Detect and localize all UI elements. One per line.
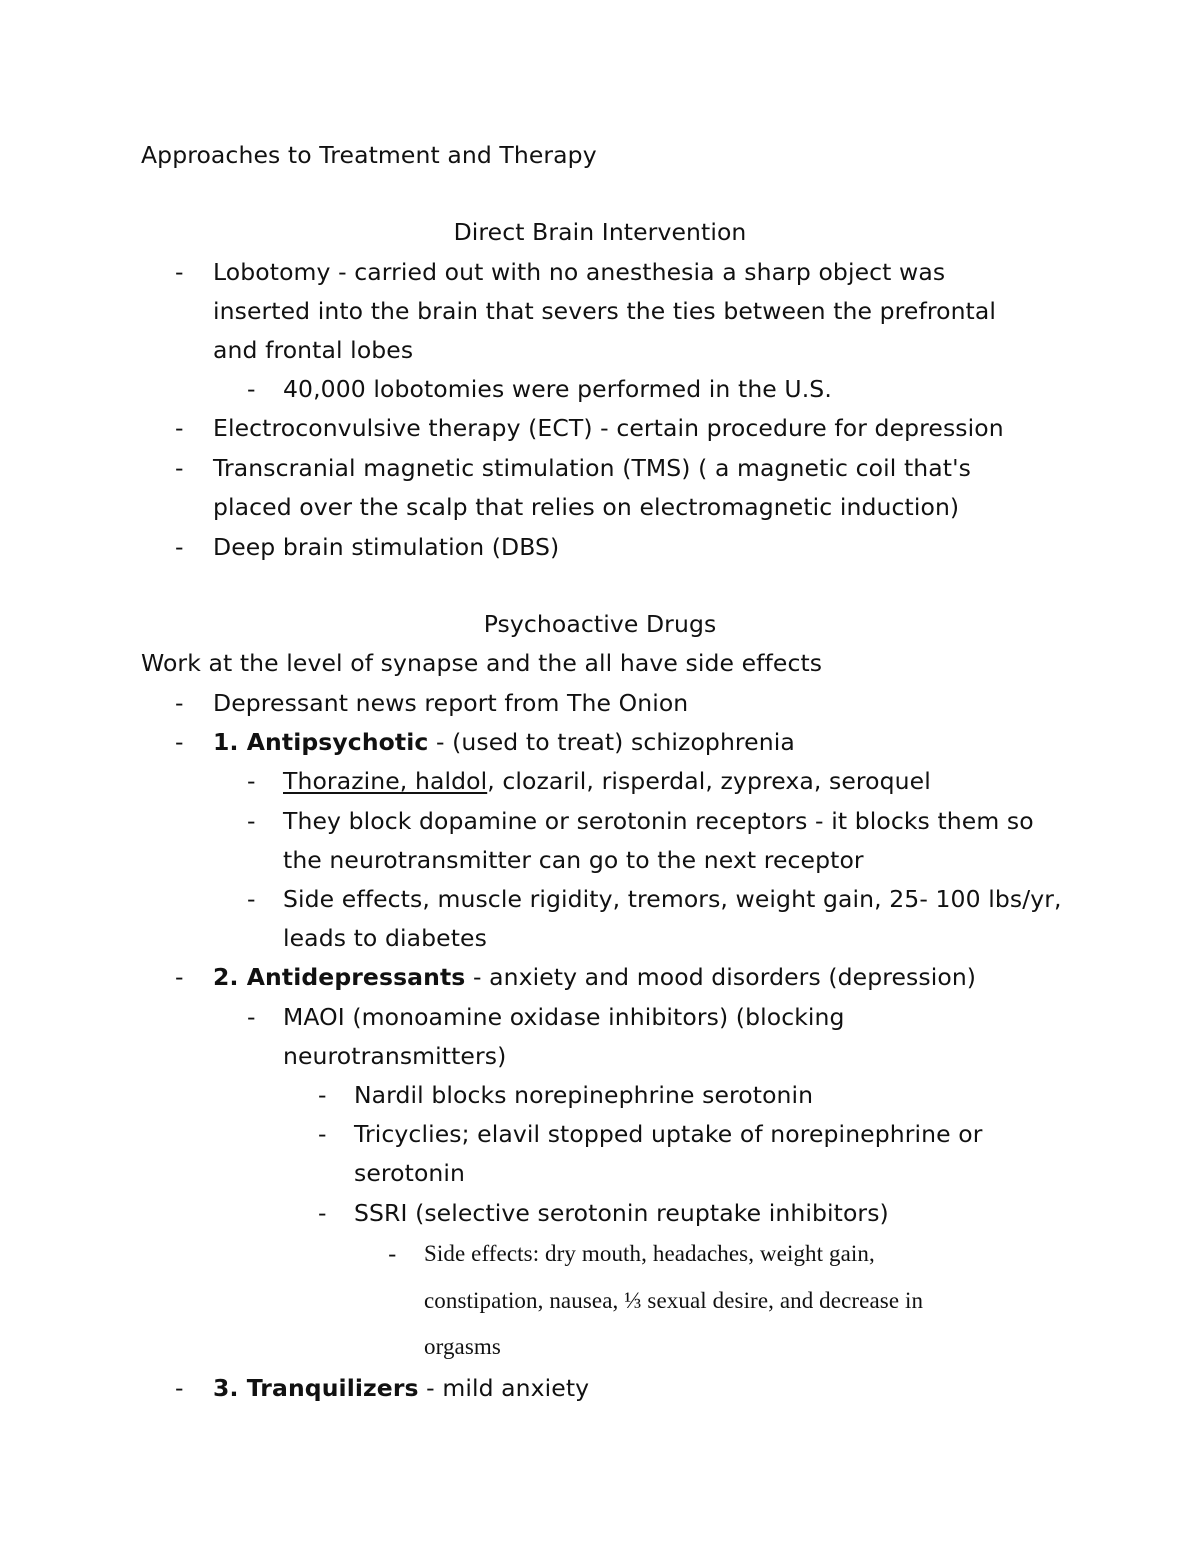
list-item-antipsychotic-block-cont: the neurotransmitter can go to the next receptor	[283, 846, 864, 874]
list-item-maoi: MAOI (monoamine oxidase inhibitors) (blocking	[283, 1003, 845, 1031]
list-item-ssri: SSRI (selective serotonin reuptake inhibitors)	[354, 1199, 889, 1227]
bullet-dash: -	[175, 258, 184, 286]
list-item-antidepressants	[213, 962, 976, 992]
antipsychotic-desc: - (used to treat) schizophrenia	[428, 728, 795, 756]
list-item-lobotomy-count: 40,000 lobotomies were performed in the U.S.	[283, 375, 832, 403]
bullet-dash: -	[175, 963, 184, 991]
list-item-ssri-side-cont: constipation, nausea, ⅓ sexual desire, and decrease in	[424, 1288, 924, 1313]
antipsychotic-label: 1. Antipsychotic	[213, 728, 429, 756]
list-item-tricyclic-cont: serotonin	[354, 1159, 466, 1187]
bullet-dash: -	[175, 689, 184, 717]
list-item-lobotomy-cont: and frontal lobes	[213, 336, 414, 364]
list-item-tms-cont: placed over the scalp that relies on electromagnetic induction)	[213, 493, 960, 521]
bullet-dash: -	[247, 375, 256, 403]
bullet-dash: -	[247, 767, 256, 795]
bullet-dash: -	[318, 1120, 327, 1148]
list-item-maoi-cont: neurotransmitters)	[283, 1042, 507, 1070]
list-item-ssri-side: Side effects: dry mouth, headaches, weight gain,	[424, 1241, 875, 1266]
list-item-antipsychotic	[213, 727, 795, 757]
list-item-dbs: Deep brain stimulation (DBS)	[213, 533, 560, 561]
list-item-ssri-side-cont: orgasms	[424, 1334, 501, 1359]
list-item-antipsychotic-side: Side effects, muscle rigidity, tremors, weight gain, 25- 100 lbs/yr,	[283, 885, 1062, 913]
bullet-dash: -	[175, 414, 184, 442]
tranquilizers-desc: - mild anxiety	[418, 1374, 590, 1402]
antidepressants-desc: - anxiety and mood disorders (depression)	[465, 963, 977, 991]
bullet-dash: -	[247, 885, 256, 913]
document-title: Approaches to Treatment and Therapy	[141, 141, 597, 169]
list-item-tranquilizers	[213, 1373, 589, 1403]
bullet-dash: -	[318, 1081, 327, 1109]
list-item-onion: Depressant news report from The Onion	[213, 689, 689, 717]
list-item-antipsychotic-block: They block dopamine or serotonin receptors - it blocks them so	[283, 807, 1034, 835]
bullet-dash: -	[175, 1374, 184, 1402]
bullet-dash: -	[388, 1240, 397, 1268]
underlined-drug-names: Thorazine, haldol	[283, 767, 488, 795]
list-item-lobotomy-cont: inserted into the brain that severs the ties between the prefrontal	[213, 297, 997, 325]
drug-names-rest: , clozaril, risperdal, zyprexa, seroquel	[487, 767, 931, 795]
list-item-lobotomy: Lobotomy - carried out with no anesthesia a sharp object was	[213, 258, 946, 286]
antidepressants-label: 2. Antidepressants	[213, 963, 466, 991]
list-item-antipsychotic-names	[283, 766, 931, 796]
bullet-dash: -	[175, 454, 184, 482]
bullet-dash: -	[247, 807, 256, 835]
bullet-dash: -	[175, 728, 184, 756]
list-item-nardil: Nardil blocks norepinephrine serotonin	[354, 1081, 814, 1109]
bullet-dash: -	[247, 1003, 256, 1031]
tranquilizers-label: 3. Tranquilizers	[213, 1374, 419, 1402]
section-heading-drugs: Psychoactive Drugs	[483, 610, 717, 638]
list-item-tricyclic: Tricyclies; elavil stopped uptake of norepinephrine or	[354, 1120, 983, 1148]
bullet-dash: -	[318, 1199, 327, 1227]
list-item-tms: Transcranial magnetic stimulation (TMS) ( a magnetic coil that's	[213, 454, 971, 482]
section-heading-direct-brain: Direct Brain Intervention	[453, 218, 747, 246]
bullet-dash: -	[175, 533, 184, 561]
drugs-intro: Work at the level of synapse and the all have side effects	[141, 649, 823, 677]
list-item-ect: Electroconvulsive therapy (ECT) - certain procedure for depression	[213, 414, 1004, 442]
list-item-antipsychotic-side-cont: leads to diabetes	[283, 924, 487, 952]
